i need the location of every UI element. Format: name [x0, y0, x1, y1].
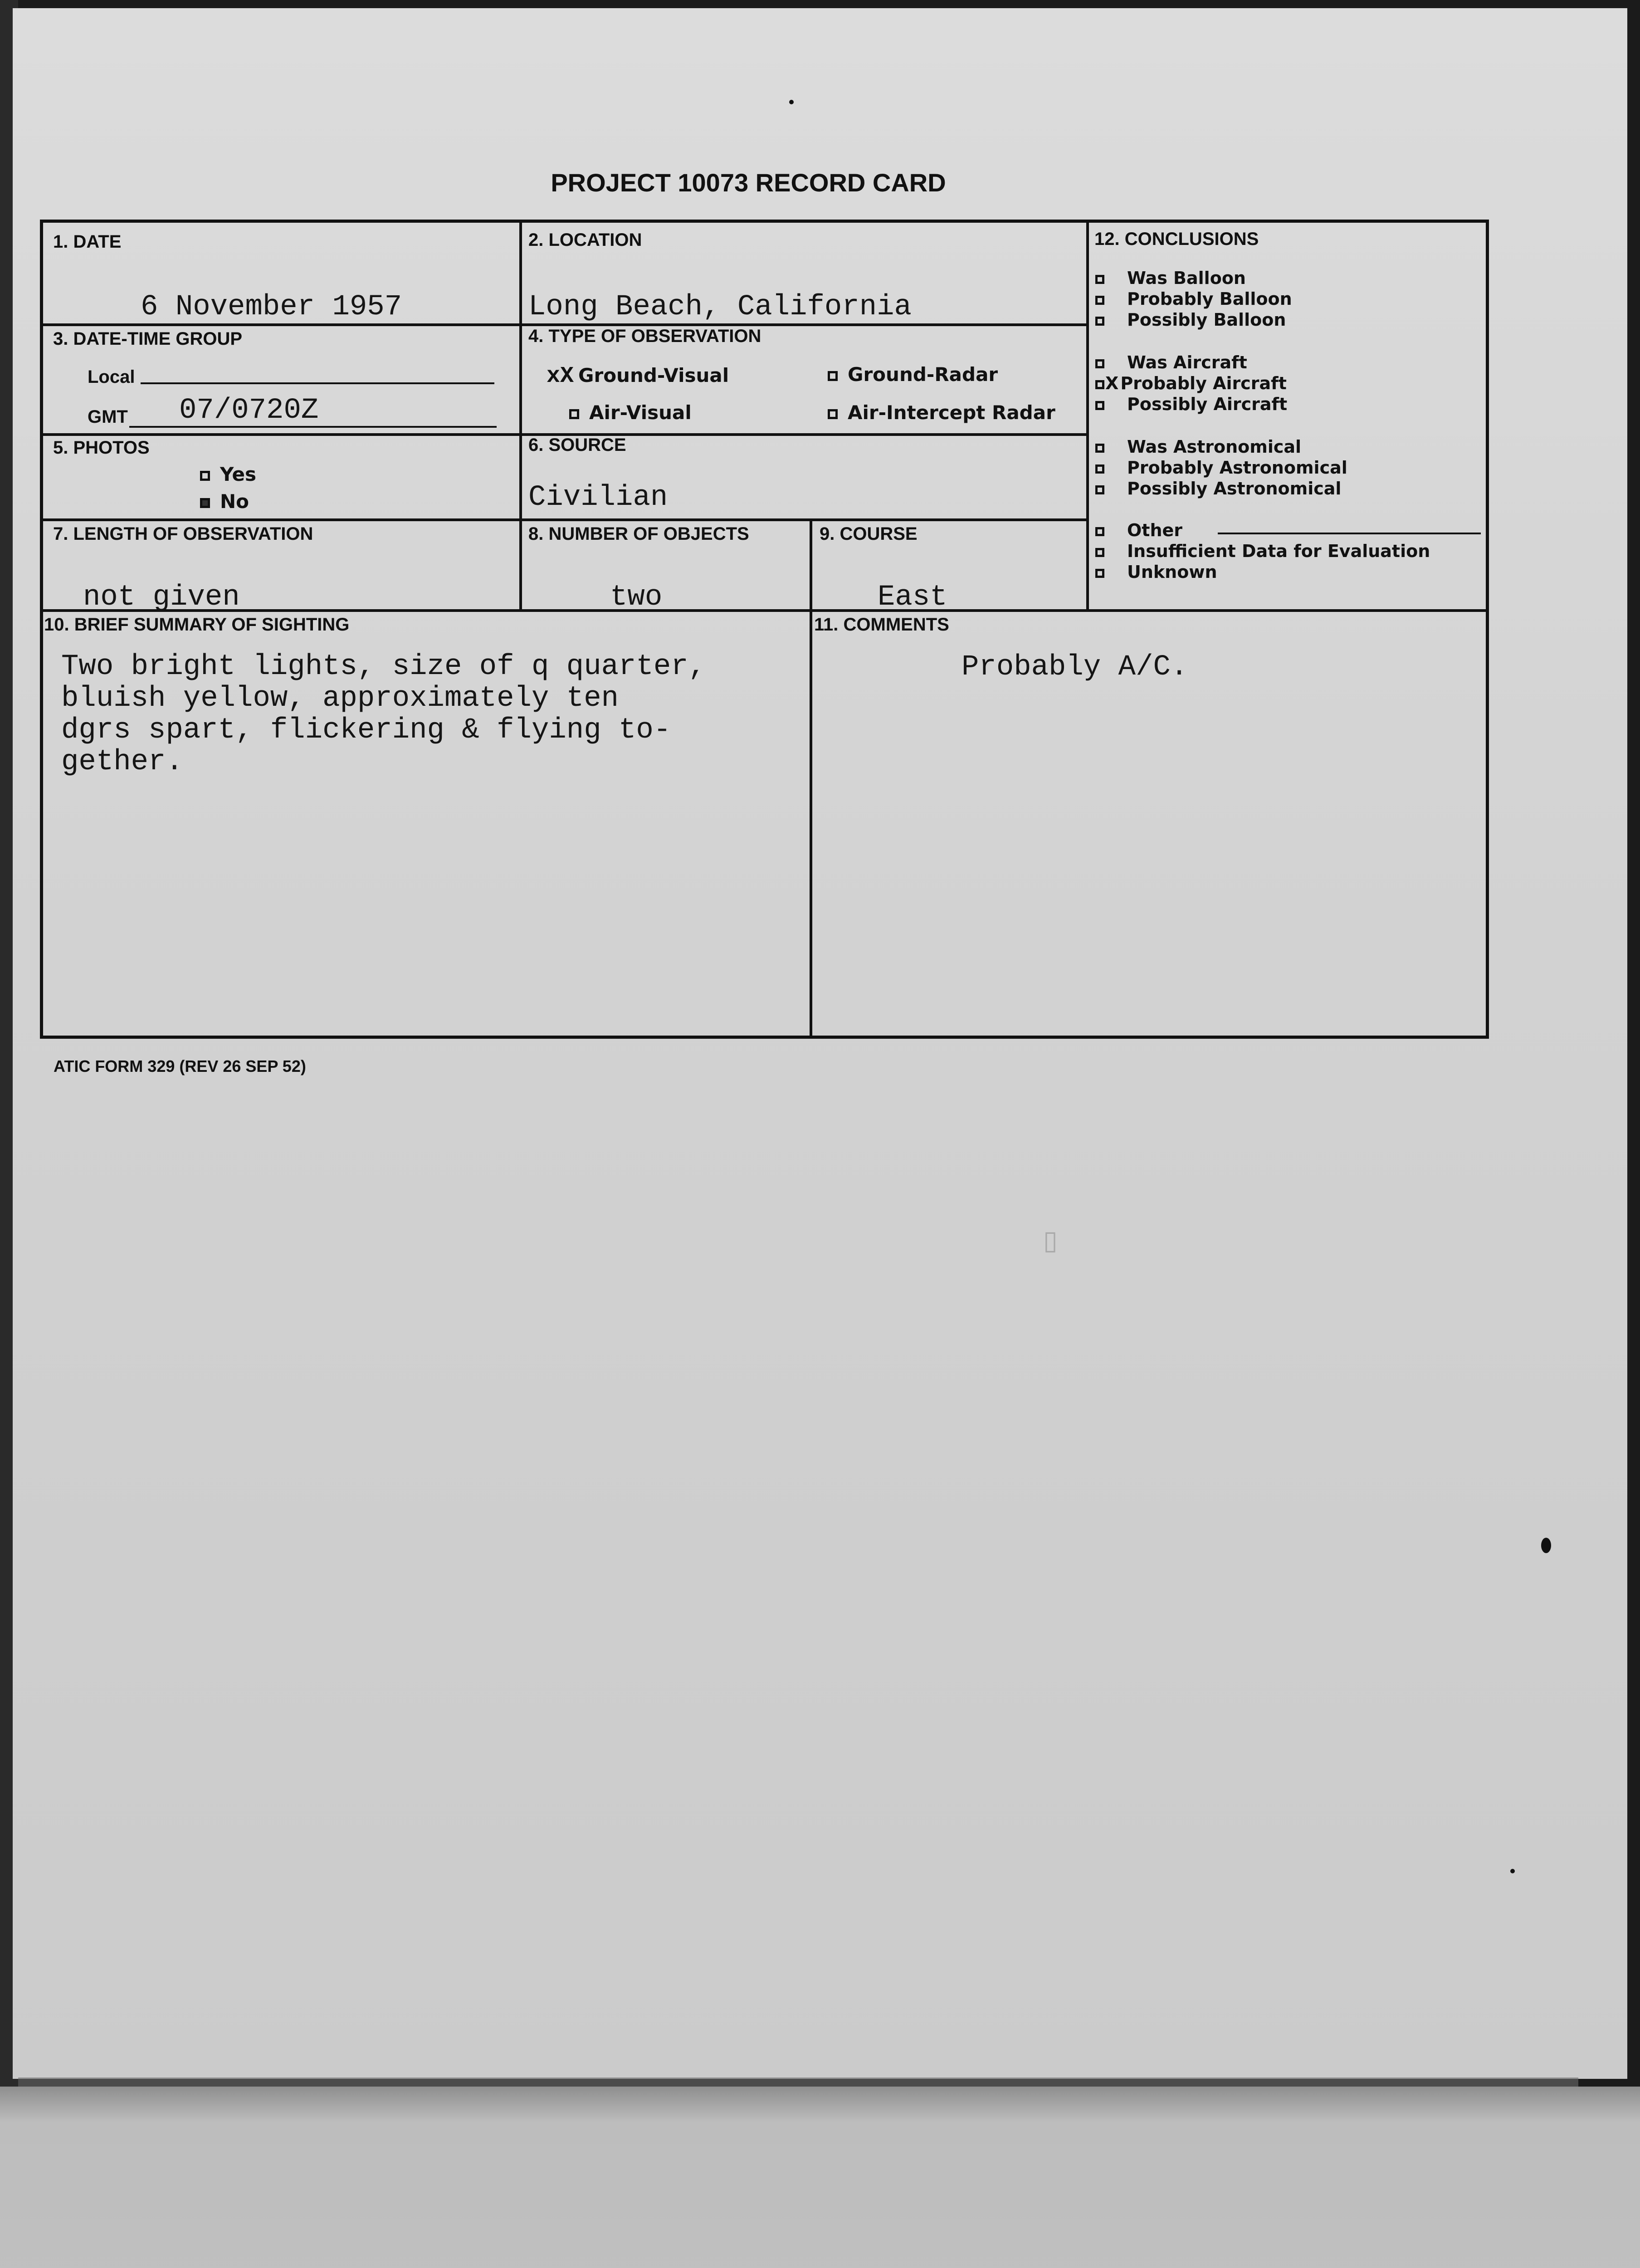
checkbox-icon	[569, 409, 579, 419]
checkbox-icon	[1095, 401, 1104, 410]
summary-text	[61, 651, 805, 778]
dtg-local-label: Local	[88, 367, 135, 387]
location-label: 2. LOCATION	[528, 230, 642, 250]
conclusion-item-label: Insufficient Data for Evaluation	[1127, 541, 1430, 561]
photos-label: 5. PHOTOS	[53, 438, 150, 458]
type-ground-radar-label: Ground-Radar	[848, 363, 998, 386]
card-title: PROJECT 10073 RECORD CARD	[551, 168, 946, 197]
conclusion-item	[1095, 520, 1182, 540]
conclusion-item	[1095, 268, 1246, 288]
source-value: Civilian	[528, 481, 668, 514]
checked-mark: X	[1105, 373, 1119, 393]
conclusion-item-label: Was Astronomical	[1127, 437, 1302, 457]
conclusion-item-label: Probably Astronomical	[1127, 458, 1347, 478]
objects-value: two	[610, 581, 663, 614]
type-mark: xX	[547, 363, 574, 389]
conclusion-item	[1095, 458, 1347, 478]
conclusion-item-label: Was Aircraft	[1127, 352, 1247, 372]
photos-no-label: No	[220, 490, 249, 513]
conclusion-item	[1095, 310, 1286, 330]
speck	[1510, 1869, 1515, 1873]
record-card	[40, 220, 1489, 1039]
conclusions-label: 12. CONCLUSIONS	[1094, 229, 1259, 249]
type-ground-radar	[828, 363, 998, 386]
checked-box-icon	[200, 498, 210, 508]
film-bottom-strip	[0, 2087, 1640, 2268]
date-value: 6 November 1957	[141, 291, 402, 323]
source-label: 6. SOURCE	[528, 435, 626, 455]
checkbox-icon	[828, 409, 838, 419]
summary-line: bluish yellow, approximately ten	[61, 682, 619, 715]
conclusion-item	[1095, 352, 1247, 372]
checkbox-icon	[828, 371, 838, 381]
photos-no	[200, 490, 249, 513]
conclusion-item	[1095, 394, 1287, 414]
type-label: 4. TYPE OF OBSERVATION	[528, 326, 761, 346]
summary-line: dgrs spart, flickering & flying to-	[61, 714, 671, 747]
checkbox-icon	[1095, 569, 1104, 578]
checkbox-icon	[1095, 317, 1104, 326]
checkbox-icon	[1095, 380, 1104, 389]
grid-line	[43, 518, 1088, 521]
form-id: ATIC FORM 329 (REV 26 SEP 52)	[54, 1057, 306, 1075]
comments-value: Probably A/C.	[962, 651, 1188, 684]
type-air-visual	[569, 401, 692, 424]
location-value: Long Beach, California	[528, 291, 912, 323]
photos-yes	[200, 463, 256, 485]
conclusion-item	[1095, 289, 1292, 309]
dtg-gmt-label: GMT	[88, 407, 128, 427]
grid-line	[519, 223, 522, 609]
summary-line: Two bright lights, size of q quarter,	[61, 650, 706, 683]
conclusion-item	[1095, 373, 1287, 393]
type-ground-visual-label: Ground-Visual	[578, 364, 729, 386]
type-air-visual-label: Air-Visual	[589, 401, 692, 424]
course-value: East	[878, 581, 947, 614]
conclusion-item	[1095, 541, 1430, 561]
summary-line: gether.	[61, 746, 183, 778]
conclusion-item-label: Possibly Aircraft	[1127, 394, 1288, 414]
dtg-local-line	[141, 382, 494, 384]
conclusion-item-label: Unknown	[1127, 562, 1217, 582]
checkbox-icon	[1095, 444, 1104, 453]
checkbox-icon	[1095, 359, 1104, 368]
conclusion-item-label: Possibly Astronomical	[1127, 479, 1342, 499]
course-label: 9. COURSE	[820, 524, 918, 544]
type-air-intercept	[828, 401, 1055, 424]
summary-label: 10. BRIEF SUMMARY OF SIGHTING	[44, 615, 350, 635]
comments-label: 11. COMMENTS	[814, 615, 949, 635]
length-label: 7. LENGTH OF OBSERVATION	[53, 524, 313, 544]
checkbox-icon	[1095, 296, 1104, 305]
conclusion-item-label: Probably Balloon	[1127, 289, 1292, 309]
photos-yes-label: Yes	[220, 463, 257, 485]
checkbox-icon	[200, 471, 210, 481]
speck	[1541, 1538, 1551, 1553]
checkbox-icon	[1095, 527, 1104, 536]
checkbox-icon	[1095, 548, 1104, 557]
checkbox-icon	[1095, 464, 1104, 474]
conclusion-item-label: Probably Aircraft	[1120, 373, 1287, 393]
dtg-label: 3. DATE-TIME GROUP	[53, 329, 243, 349]
grid-line	[1086, 223, 1089, 609]
other-line	[1218, 533, 1481, 534]
checkbox-icon	[1095, 485, 1104, 494]
date-label: 1. DATE	[53, 232, 122, 252]
type-ground-visual	[547, 363, 729, 389]
checkbox-icon	[1095, 275, 1104, 284]
dtg-gmt-value: 07/0720Z	[179, 394, 319, 427]
objects-label: 8. NUMBER OF OBJECTS	[528, 524, 749, 544]
conclusion-item-label: Was Balloon	[1127, 268, 1246, 288]
conclusion-item	[1095, 562, 1217, 582]
bleed-through-mark: ▯	[1043, 1228, 1058, 1257]
conclusion-item	[1095, 479, 1341, 499]
conclusion-item-label: Possibly Balloon	[1127, 310, 1286, 330]
conclusion-item-label: Other	[1127, 520, 1183, 540]
length-value: not given	[83, 581, 240, 614]
speck	[789, 100, 794, 104]
type-air-intercept-label: Air-Intercept Radar	[848, 401, 1055, 424]
grid-line	[43, 609, 1486, 612]
conclusion-item	[1095, 437, 1301, 457]
grid-line	[810, 518, 812, 1036]
